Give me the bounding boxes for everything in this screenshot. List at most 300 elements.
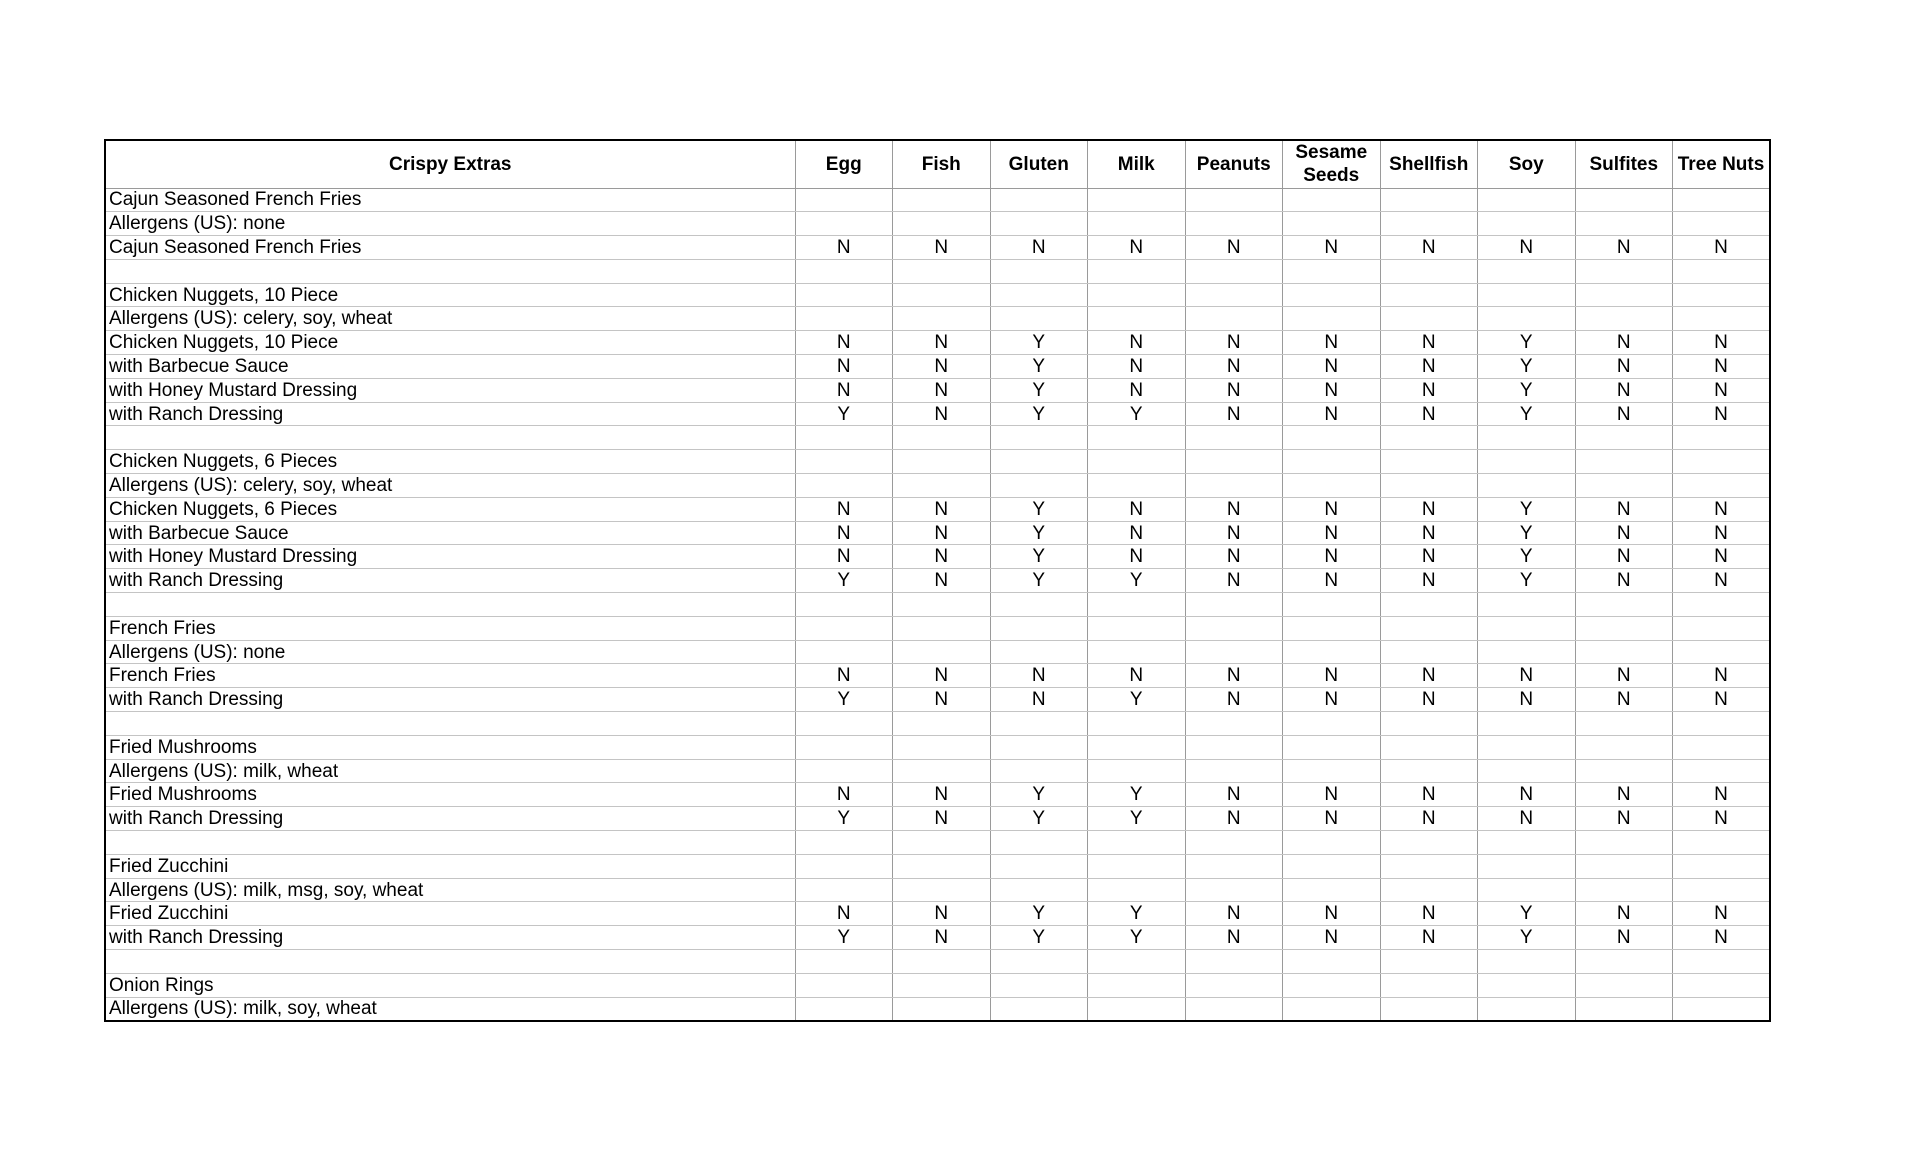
- item-cell: Allergens (US): milk, wheat: [105, 759, 795, 783]
- table-row: [105, 236, 1770, 260]
- allergen-cell: N: [1380, 236, 1478, 260]
- allergen-cell: [1673, 759, 1771, 783]
- allergen-cell: [1283, 188, 1381, 212]
- column-header-gluten: Gluten: [990, 140, 1088, 188]
- allergen-cell: [990, 854, 1088, 878]
- column-header-sulfites: Sulfites: [1575, 140, 1673, 188]
- allergen-cell: N: [1575, 545, 1673, 569]
- item-cell: with Ranch Dressing: [105, 569, 795, 593]
- allergen-cell: [1283, 307, 1381, 331]
- table-row: [105, 712, 1770, 736]
- allergen-cell: [1673, 854, 1771, 878]
- allergen-cell: [795, 474, 893, 498]
- allergen-cell: [1185, 474, 1283, 498]
- allergen-cell: [893, 474, 991, 498]
- item-cell: Allergens (US): celery, soy, wheat: [105, 307, 795, 331]
- allergen-cell: N: [1380, 664, 1478, 688]
- allergen-cell: [1185, 593, 1283, 617]
- allergen-cell: [1575, 712, 1673, 736]
- allergen-cell: N: [1088, 497, 1186, 521]
- item-cell: with Honey Mustard Dressing: [105, 378, 795, 402]
- allergen-cell: N: [795, 236, 893, 260]
- allergen-cell: N: [1380, 688, 1478, 712]
- item-cell: Chicken Nuggets, 10 Piece: [105, 331, 795, 355]
- allergen-cell: [1185, 616, 1283, 640]
- allergen-cell: N: [1673, 569, 1771, 593]
- allergen-cell: N: [1478, 664, 1576, 688]
- allergen-cell: N: [1575, 926, 1673, 950]
- allergen-cell: N: [1185, 236, 1283, 260]
- allergen-cell: [990, 259, 1088, 283]
- allergen-cell: Y: [795, 807, 893, 831]
- allergen-table: [104, 139, 1771, 1022]
- allergen-cell: [1185, 640, 1283, 664]
- allergen-cell: [1673, 593, 1771, 617]
- allergen-cell: [1088, 997, 1186, 1021]
- table-row: [105, 331, 1770, 355]
- table-row: [105, 831, 1770, 855]
- table-row: [105, 259, 1770, 283]
- item-cell: Fried Mushrooms: [105, 783, 795, 807]
- allergen-cell: [1478, 474, 1576, 498]
- allergen-cell: N: [1673, 331, 1771, 355]
- allergen-cell: N: [1478, 807, 1576, 831]
- allergen-cell: Y: [990, 378, 1088, 402]
- allergen-cell: N: [1088, 378, 1186, 402]
- allergen-cell: [1088, 283, 1186, 307]
- allergen-cell: [795, 307, 893, 331]
- allergen-cell: [990, 188, 1088, 212]
- allergen-cell: N: [1478, 783, 1576, 807]
- allergen-cell: [795, 259, 893, 283]
- item-cell: Allergens (US): milk, soy, wheat: [109, 998, 377, 1020]
- allergen-cell: N: [1380, 926, 1478, 950]
- allergen-cell: N: [1575, 783, 1673, 807]
- column-header-item: Crispy Extras: [105, 140, 795, 188]
- allergen-cell: N: [1283, 926, 1381, 950]
- allergen-cell: [795, 831, 893, 855]
- table-row: [105, 997, 1770, 1021]
- allergen-cell: [1283, 973, 1381, 997]
- allergen-cell: Y: [1478, 569, 1576, 593]
- allergen-cell: [893, 759, 991, 783]
- allergen-cell: [990, 759, 1088, 783]
- item-cell: Cajun Seasoned French Fries: [105, 188, 795, 212]
- allergen-cell: [1478, 854, 1576, 878]
- allergen-cell: [1673, 878, 1771, 902]
- allergen-cell: [1673, 831, 1771, 855]
- allergen-cell: [795, 973, 893, 997]
- allergen-cell: [1283, 259, 1381, 283]
- allergen-cell: [990, 616, 1088, 640]
- allergen-cell: [1088, 735, 1186, 759]
- allergen-cell: N: [1185, 926, 1283, 950]
- allergen-cell: [1283, 212, 1381, 236]
- allergen-cell: N: [1185, 688, 1283, 712]
- allergen-cell: Y: [990, 902, 1088, 926]
- allergen-cell: [1380, 712, 1478, 736]
- allergen-cell: [1478, 950, 1576, 974]
- allergen-cell: [893, 831, 991, 855]
- item-cell: French Fries: [105, 664, 795, 688]
- allergen-cell: [1575, 212, 1673, 236]
- allergen-cell: [1575, 640, 1673, 664]
- allergen-cell: N: [1673, 236, 1771, 260]
- column-header-sesame-seeds: Sesame Seeds: [1283, 140, 1381, 188]
- allergen-cell: [795, 759, 893, 783]
- allergen-cell: [1575, 973, 1673, 997]
- allergen-cell: [1575, 188, 1673, 212]
- allergen-cell: N: [795, 331, 893, 355]
- allergen-cell: N: [1283, 664, 1381, 688]
- allergen-cell: N: [1283, 783, 1381, 807]
- allergen-cell: [1380, 259, 1478, 283]
- allergen-cell: [795, 854, 893, 878]
- allergen-cell: Y: [990, 497, 1088, 521]
- allergen-cell: [1575, 997, 1673, 1021]
- table-row: [105, 783, 1770, 807]
- allergen-cell: [893, 878, 991, 902]
- allergen-cell: [1380, 854, 1478, 878]
- item-cell: French Fries: [105, 616, 795, 640]
- allergen-cell: Y: [1478, 926, 1576, 950]
- allergen-cell: N: [893, 783, 991, 807]
- allergen-cell: [1283, 878, 1381, 902]
- allergen-cell: N: [1380, 521, 1478, 545]
- column-header-fish: Fish: [893, 140, 991, 188]
- table-row: [105, 283, 1770, 307]
- allergen-cell: N: [795, 355, 893, 379]
- table-row: [105, 188, 1770, 212]
- allergen-cell: [1088, 759, 1186, 783]
- allergen-cell: Y: [990, 402, 1088, 426]
- allergen-cell: [1283, 593, 1381, 617]
- allergen-cell: [1185, 283, 1283, 307]
- allergen-cell: [990, 212, 1088, 236]
- allergen-cell: N: [893, 236, 991, 260]
- allergen-cell: [1478, 640, 1576, 664]
- allergen-cell: N: [893, 545, 991, 569]
- allergen-cell: N: [1185, 331, 1283, 355]
- allergen-cell: [893, 426, 991, 450]
- allergen-cell: [795, 640, 893, 664]
- allergen-cell: [1478, 735, 1576, 759]
- allergen-cell: [1088, 307, 1186, 331]
- allergen-cell: [990, 450, 1088, 474]
- allergen-cell: [1185, 188, 1283, 212]
- allergen-cell: N: [1575, 569, 1673, 593]
- allergen-cell: [1088, 640, 1186, 664]
- allergen-cell: N: [1380, 378, 1478, 402]
- allergen-cell: [1088, 950, 1186, 974]
- column-header-milk: Milk: [1088, 140, 1186, 188]
- allergen-cell: N: [1283, 807, 1381, 831]
- item-cell: with Barbecue Sauce: [105, 355, 795, 379]
- allergen-cell: [795, 212, 893, 236]
- allergen-cell: [990, 878, 1088, 902]
- allergen-cell: N: [1380, 569, 1478, 593]
- allergen-cell: [893, 616, 991, 640]
- allergen-cell: Y: [1088, 807, 1186, 831]
- allergen-cell: [1575, 735, 1673, 759]
- allergen-cell: N: [1283, 545, 1381, 569]
- allergen-cell: [1088, 712, 1186, 736]
- item-cell: Chicken Nuggets, 6 Pieces: [105, 497, 795, 521]
- allergen-cell: [1575, 259, 1673, 283]
- table-row: [105, 474, 1770, 498]
- allergen-cell: N: [1575, 236, 1673, 260]
- allergen-cell: [1478, 212, 1576, 236]
- allergen-cell: [893, 854, 991, 878]
- allergen-cell: N: [1575, 664, 1673, 688]
- item-cell: Fried Mushrooms: [105, 735, 795, 759]
- allergen-cell: [1380, 973, 1478, 997]
- allergen-cell: [1185, 426, 1283, 450]
- allergen-cell: [1380, 450, 1478, 474]
- allergen-cell: [795, 735, 893, 759]
- allergen-cell: [1673, 616, 1771, 640]
- allergen-cell: [990, 474, 1088, 498]
- item-cell: Cajun Seasoned French Fries: [105, 236, 795, 260]
- allergen-cell: [990, 593, 1088, 617]
- allergen-cell: [1673, 188, 1771, 212]
- table-row: [105, 378, 1770, 402]
- allergen-cell: N: [795, 545, 893, 569]
- allergen-cell: Y: [1478, 331, 1576, 355]
- table-row: [105, 926, 1770, 950]
- item-cell: Allergens (US): none: [105, 640, 795, 664]
- column-header-egg: Egg: [795, 140, 893, 188]
- allergen-cell: N: [1575, 902, 1673, 926]
- allergen-cell: [1283, 997, 1381, 1021]
- allergen-cell: [1575, 878, 1673, 902]
- allergen-cell: [1185, 212, 1283, 236]
- allergen-cell: [1283, 283, 1381, 307]
- allergen-cell: N: [1185, 664, 1283, 688]
- allergen-cell: [1575, 854, 1673, 878]
- table-row: [105, 450, 1770, 474]
- item-cell: with Ranch Dressing: [105, 926, 795, 950]
- allergen-cell: [1088, 259, 1186, 283]
- allergen-cell: [1673, 426, 1771, 450]
- allergen-cell: N: [1088, 521, 1186, 545]
- allergen-cell: N: [893, 521, 991, 545]
- allergen-cell: [1380, 212, 1478, 236]
- allergen-cell: [1088, 593, 1186, 617]
- allergen-cell: [1673, 640, 1771, 664]
- allergen-cell: Y: [990, 545, 1088, 569]
- item-cell: with Barbecue Sauce: [105, 521, 795, 545]
- table-row: [105, 878, 1770, 902]
- item-cell: Onion Rings: [105, 973, 795, 997]
- allergen-cell: [1673, 212, 1771, 236]
- table-row: [105, 307, 1770, 331]
- allergen-cell: [1380, 831, 1478, 855]
- allergen-cell: N: [990, 236, 1088, 260]
- allergen-cell: [1088, 212, 1186, 236]
- allergen-cell: [1283, 616, 1381, 640]
- table-row: [105, 902, 1770, 926]
- allergen-cell: N: [893, 355, 991, 379]
- allergen-cell: N: [990, 664, 1088, 688]
- allergen-cell: N: [1088, 355, 1186, 379]
- allergen-cell: [1673, 712, 1771, 736]
- allergen-cell: Y: [1088, 926, 1186, 950]
- allergen-cell: Y: [1478, 355, 1576, 379]
- header-row: [105, 140, 1770, 188]
- table-row: [105, 735, 1770, 759]
- allergen-cell: [1185, 854, 1283, 878]
- item-cell: Chicken Nuggets, 10 Piece: [105, 283, 795, 307]
- allergen-cell: [1380, 307, 1478, 331]
- allergen-cell: N: [1088, 236, 1186, 260]
- allergen-cell: [1478, 712, 1576, 736]
- allergen-cell: N: [1380, 783, 1478, 807]
- allergen-cell: [1575, 426, 1673, 450]
- allergen-cell: N: [1185, 807, 1283, 831]
- allergen-cell: [1478, 616, 1576, 640]
- allergen-cell: [1283, 735, 1381, 759]
- table-row: [105, 426, 1770, 450]
- allergen-cell: N: [1673, 521, 1771, 545]
- allergen-cell: Y: [1088, 569, 1186, 593]
- allergen-cell: N: [1185, 902, 1283, 926]
- allergen-cell: N: [893, 664, 991, 688]
- allergen-cell: N: [1185, 569, 1283, 593]
- allergen-cell: N: [1185, 402, 1283, 426]
- allergen-cell: [1380, 283, 1478, 307]
- allergen-cell: [1380, 593, 1478, 617]
- allergen-cell: N: [1575, 521, 1673, 545]
- allergen-cell: N: [1283, 402, 1381, 426]
- item-cell: with Ranch Dressing: [105, 402, 795, 426]
- allergen-cell: [1478, 426, 1576, 450]
- item-cell: Allergens (US): celery, soy, wheat: [105, 474, 795, 498]
- column-header-soy: Soy: [1478, 140, 1576, 188]
- allergen-cell: [1673, 474, 1771, 498]
- allergen-cell: Y: [795, 569, 893, 593]
- item-cell: [105, 950, 795, 974]
- allergen-cell: N: [1575, 378, 1673, 402]
- item-cell: [105, 593, 795, 617]
- allergen-cell: N: [795, 783, 893, 807]
- allergen-cell: [1673, 950, 1771, 974]
- allergen-cell: Y: [1478, 497, 1576, 521]
- allergen-cell: [893, 283, 991, 307]
- allergen-cell: Y: [990, 807, 1088, 831]
- allergen-cell: [1380, 878, 1478, 902]
- allergen-cell: N: [1380, 902, 1478, 926]
- allergen-cell: [1185, 973, 1283, 997]
- allergen-cell: [1478, 759, 1576, 783]
- allergen-cell: [893, 997, 991, 1021]
- allergen-cell: N: [1575, 331, 1673, 355]
- item-cell: Fried Zucchini: [105, 902, 795, 926]
- allergen-cell: N: [893, 807, 991, 831]
- allergen-cell: [1283, 854, 1381, 878]
- allergen-cell: [1478, 450, 1576, 474]
- table-row: [105, 616, 1770, 640]
- allergen-cell: [1380, 474, 1478, 498]
- allergen-cell: Y: [990, 783, 1088, 807]
- allergen-cell: [1088, 854, 1186, 878]
- item-cell: Fried Zucchini: [105, 854, 795, 878]
- allergen-cell: Y: [1478, 521, 1576, 545]
- allergen-cell: [1575, 307, 1673, 331]
- allergen-cell: N: [795, 664, 893, 688]
- allergen-cell: N: [1283, 497, 1381, 521]
- table-row: [105, 854, 1770, 878]
- allergen-cell: N: [795, 497, 893, 521]
- item-cell: [105, 259, 795, 283]
- allergen-cell: Y: [1088, 688, 1186, 712]
- allergen-cell: N: [1283, 521, 1381, 545]
- allergen-cell: [1088, 831, 1186, 855]
- allergen-cell: [990, 997, 1088, 1021]
- allergen-cell: N: [1283, 902, 1381, 926]
- allergen-cell: N: [1673, 926, 1771, 950]
- allergen-cell: [1478, 973, 1576, 997]
- allergen-cell: N: [1185, 497, 1283, 521]
- allergen-cell: [1185, 759, 1283, 783]
- allergen-cell: N: [1673, 902, 1771, 926]
- allergen-cell: [893, 640, 991, 664]
- allergen-cell: N: [893, 688, 991, 712]
- allergen-cell: [893, 307, 991, 331]
- item-cell: with Ranch Dressing: [105, 807, 795, 831]
- allergen-cell: Y: [990, 521, 1088, 545]
- table-row: [105, 688, 1770, 712]
- allergen-cell: [1283, 426, 1381, 450]
- allergen-cell: N: [1185, 783, 1283, 807]
- allergen-cell: [1575, 831, 1673, 855]
- allergen-cell: [990, 640, 1088, 664]
- item-cell: Allergens (US): milk, msg, soy, wheat: [105, 878, 795, 902]
- allergen-cell: [893, 735, 991, 759]
- column-header-peanuts: Peanuts: [1185, 140, 1283, 188]
- allergen-cell: N: [1673, 402, 1771, 426]
- allergen-cell: [795, 450, 893, 474]
- allergen-cell: N: [1283, 569, 1381, 593]
- allergen-cell: Y: [1478, 402, 1576, 426]
- allergen-cell: N: [1575, 497, 1673, 521]
- allergen-cell: N: [1380, 331, 1478, 355]
- allergen-cell: [1283, 831, 1381, 855]
- allergen-cell: N: [1575, 402, 1673, 426]
- allergen-cell: N: [1185, 545, 1283, 569]
- allergen-cell: [990, 712, 1088, 736]
- allergen-cell: [1478, 997, 1576, 1021]
- allergen-cell: [1673, 283, 1771, 307]
- table-row: [105, 950, 1770, 974]
- allergen-cell: [1575, 616, 1673, 640]
- allergen-cell: [1088, 450, 1186, 474]
- table-row: [105, 521, 1770, 545]
- allergen-cell: N: [1380, 545, 1478, 569]
- item-cell: [105, 426, 795, 450]
- allergen-cell: [1185, 450, 1283, 474]
- allergen-cell: [795, 283, 893, 307]
- allergen-cell: [893, 950, 991, 974]
- allergen-cell: Y: [1088, 402, 1186, 426]
- allergen-cell: [1380, 426, 1478, 450]
- allergen-cell: N: [1283, 236, 1381, 260]
- allergen-cell: N: [893, 402, 991, 426]
- allergen-cell: N: [1283, 378, 1381, 402]
- table-body: [105, 188, 1770, 1021]
- allergen-cell: [1575, 593, 1673, 617]
- allergen-cell: [795, 426, 893, 450]
